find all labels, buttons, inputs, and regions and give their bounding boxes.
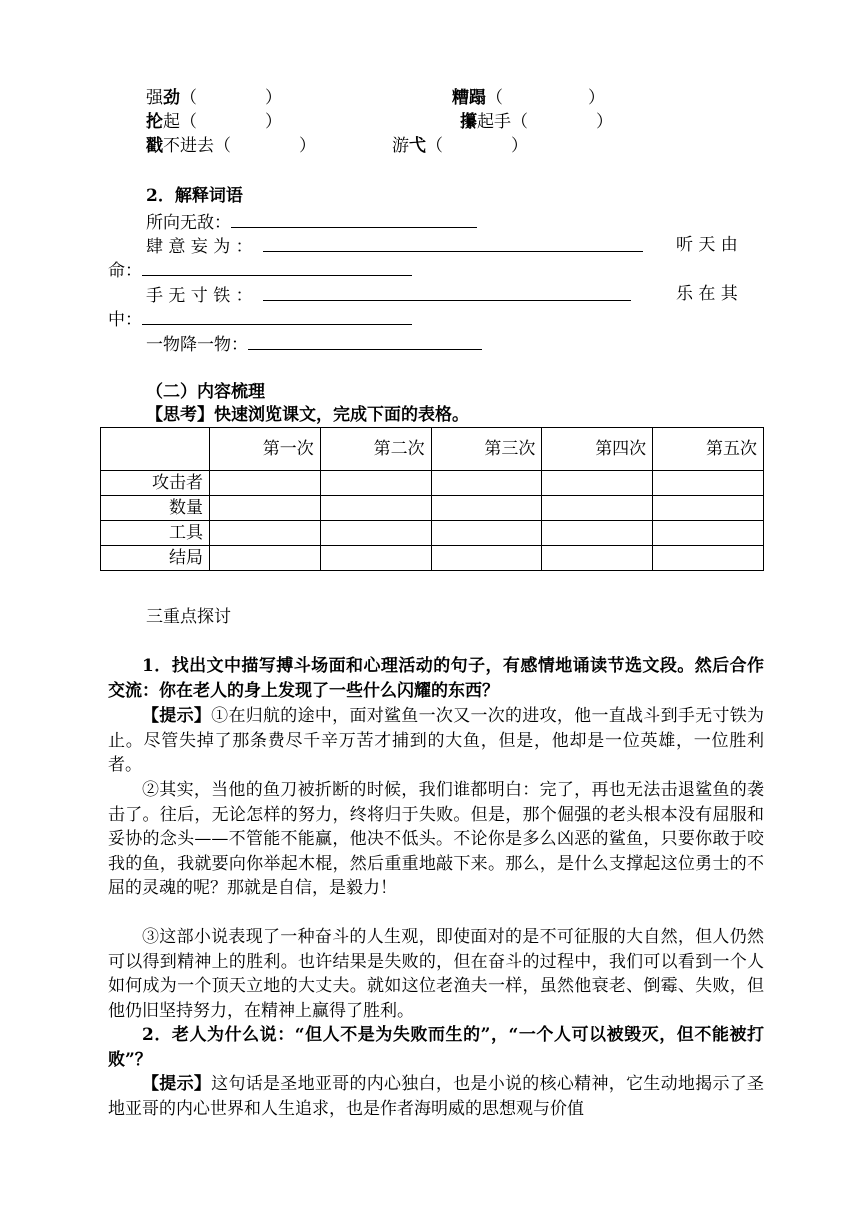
definition-line: 一物降一物：: [146, 331, 482, 357]
definition-term: 乐 在 其: [676, 284, 738, 304]
table-row: [101, 471, 764, 496]
table-cell[interactable]: [431, 546, 542, 571]
table-row: [101, 521, 764, 546]
table-cell[interactable]: [653, 521, 764, 546]
table-row: [101, 496, 764, 521]
hint-paragraph: 【提示】①在归航的途中，面对鲨鱼一次又一次的进攻，他一直战斗到手无寸铁为止。尽管失掉了那条费尽千辛万苦才捕到的大鱼，但是，他却是一位英雄，一位胜利者。: [108, 706, 765, 775]
vocab-item: 游弋（ ）: [392, 136, 528, 156]
answer-blank[interactable]: [263, 282, 631, 301]
table-header-cell: 第一次: [210, 428, 321, 471]
question-1: 1．找出文中描写搏斗场面和心理活动的句子，有感情地诵读节选文段。然后合作交流：你在老人的身上发现了一些什么闪耀的东西？: [108, 656, 764, 701]
table-cell[interactable]: [431, 521, 542, 546]
hint-label: 【提示】: [142, 706, 212, 726]
definition-line: 肆 意 妄 为 ：: [146, 233, 643, 259]
vocab-item: 攥起手（ ）: [460, 112, 613, 132]
answer-blank[interactable]: [142, 257, 412, 276]
definition-line: 命：: [108, 257, 412, 283]
table-cell[interactable]: [653, 546, 764, 571]
vocab-item: 糟蹋（ ）: [452, 88, 605, 108]
table-header-cell: 第四次: [542, 428, 653, 471]
table-cell[interactable]: [210, 471, 321, 496]
body-paragraph: ②其实，当他的鱼刀被折断的时候，我们谁都明白：完了，再也无法击退鲨鱼的袭击了。往后，无论怎样的努力，终将归于失败。但是，那个倔强的老头根本没有屈服和妥协的念头——不管能不能赢，他决不低头。不论你是多么凶恶的鲨鱼，只要你敢于咬我的鱼，我就要向你举起木棍，然后重重地敲下来。那么，是什么支撑起这位勇士的不屈的灵魂的呢？那就是自信，是毅力！: [108, 780, 764, 898]
table-cell[interactable]: [431, 471, 542, 496]
row-label: 数量: [101, 496, 210, 521]
vocab-item: 强劲（ ）: [146, 88, 282, 108]
table-cell[interactable]: [320, 471, 431, 496]
definition-line: 中：: [108, 306, 412, 332]
table-cell[interactable]: [210, 546, 321, 571]
section-heading: 2．解释词语: [146, 186, 243, 206]
answer-blank[interactable]: [263, 233, 643, 252]
question-2: 2．老人为什么说：“但人不是为失败而生的”，“一个人可以被毁灭，但不能被打败”？: [108, 1025, 764, 1070]
hint-label: 【提示】: [142, 1074, 212, 1094]
answer-blank[interactable]: [142, 306, 412, 325]
definition-term: 听 天 由: [676, 235, 738, 255]
row-label: 工具: [101, 521, 210, 546]
table-cell[interactable]: [542, 496, 653, 521]
table-header-cell: 第三次: [431, 428, 542, 471]
table-cell[interactable]: [210, 521, 321, 546]
table-header-cell: 第五次: [653, 428, 764, 471]
row-label: 攻击者: [101, 471, 210, 496]
answer-blank[interactable]: [231, 209, 477, 228]
table-cell[interactable]: [653, 471, 764, 496]
body-paragraph: ③这部小说表现了一种奋斗的人生观，即使面对的是不可征服的大自然，但人仍然可以得到精神上的胜利。也许结果是失败的，但在奋斗的过程中，我们可以看到一个人如何成为一个顶天立地的大丈夫。就如这位老渔夫一样，虽然他衰老、倒霉、失败，但他仍旧坚持努力，在精神上赢得了胜利。: [108, 927, 764, 1021]
table-cell[interactable]: [320, 521, 431, 546]
table-cell[interactable]: [320, 546, 431, 571]
section-heading: 三重点探讨: [146, 607, 231, 627]
vocab-item: 抡起（ ）: [146, 112, 282, 132]
task-prompt: 【思考】快速浏览课文，完成下面的表格。: [146, 405, 469, 425]
table-header-cell: [101, 428, 210, 471]
vocab-item: 戳不进去（ ）: [146, 136, 316, 156]
definition-line: 所向无敌：: [146, 209, 477, 235]
table-cell[interactable]: [542, 521, 653, 546]
table-cell[interactable]: [320, 496, 431, 521]
hint-paragraph: 【提示】这句话是圣地亚哥的内心独白，也是小说的核心精神，它生动地揭示了圣地亚哥的内心世界和人生追求，也是作者海明威的思想观与价值: [108, 1074, 765, 1119]
summary-table: [100, 427, 764, 571]
section-heading: （二）内容梳理: [146, 382, 265, 402]
table-cell[interactable]: [653, 496, 764, 521]
table-cell[interactable]: [431, 496, 542, 521]
table-header-row: [101, 428, 764, 471]
answer-blank[interactable]: [248, 331, 482, 350]
row-label: 结局: [101, 546, 210, 571]
table-row: [101, 546, 764, 571]
table-header-cell: 第二次: [320, 428, 431, 471]
table-cell[interactable]: [542, 546, 653, 571]
definition-line: 手 无 寸 铁 ：: [146, 282, 631, 308]
table-cell[interactable]: [542, 471, 653, 496]
table-cell[interactable]: [210, 496, 321, 521]
